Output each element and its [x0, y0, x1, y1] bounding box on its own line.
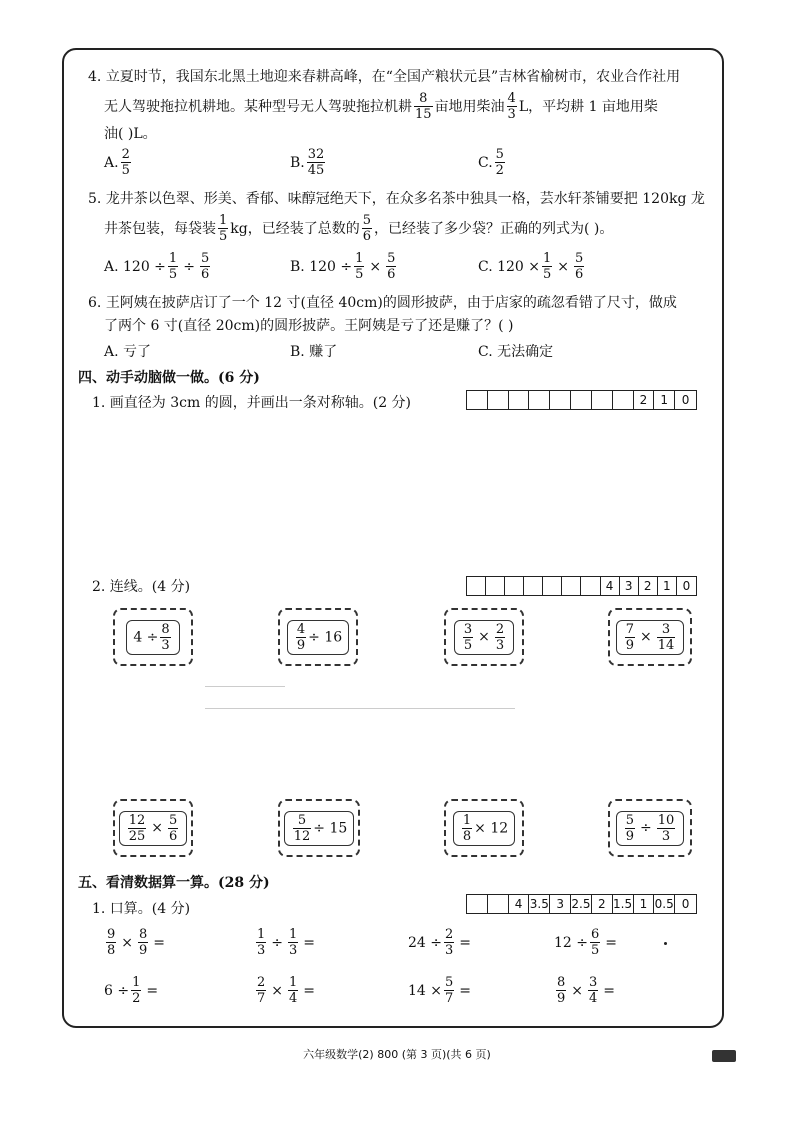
score-cell: 0: [681, 393, 690, 407]
page-corner-mark: [712, 1050, 736, 1062]
match-card-bottom-3[interactable]: $\frac{1}{8}$ × 12: [444, 799, 524, 857]
score-cell: [488, 391, 509, 409]
score-cell: 0: [682, 579, 691, 593]
sec5-q1-score-box: [466, 894, 697, 914]
match-card-top-1[interactable]: 4 ÷ $\frac{8}{3}$: [113, 608, 193, 666]
q4-line2: 无人驾驶拖拉机耕地。某种型号无人驾驶拖拉机耕 $\frac{8}{15}$ 亩地用柴油 $\frac{4}{3}$ L，平均耕 1 亩地用柴: [104, 91, 658, 122]
sec4-q2-score-box: [466, 576, 697, 596]
page-footer: 六年级数学(2) 800 (第 3 页)(共 6 页): [303, 1048, 491, 1061]
calc-1: $\frac{9}{8}$ × $\frac{8}{9}$ =: [107, 927, 166, 958]
score-cell: [613, 391, 634, 409]
calc-6: $\frac{2}{7}$ × $\frac{1}{4}$ =: [257, 975, 316, 1006]
score-cell: [571, 391, 592, 409]
score-cell: 1: [658, 577, 677, 595]
smudge-line: [205, 708, 515, 709]
match-card-top-3[interactable]: $\frac{3}{5}$ × $\frac{2}{3}$: [444, 608, 524, 666]
calc-7: 14 × $\frac{5}{7}$ =: [408, 975, 472, 1006]
q5-line2: 井茶包装，每袋装 $\frac{1}{5}$ kg，已经装了总数的 $\frac{5}{6}$ ，已经装了多少袋？正确的列式为( )。: [104, 213, 614, 244]
match-card-top-2[interactable]: $\frac{4}{9}$ ÷ 16: [278, 608, 358, 666]
score-cell: 4: [509, 895, 530, 913]
score-cell: [467, 391, 488, 409]
section4-title: 四、动手动脑做一做。(6 分): [78, 370, 260, 386]
sec4-q2: 2. 连线。(4 分): [92, 579, 191, 595]
score-cell: 3: [620, 577, 639, 595]
score-cell: [486, 577, 505, 595]
score-cell: 2.5: [571, 897, 591, 911]
score-cell: 0.5: [654, 897, 674, 911]
q6-line2: 了两个 6 寸(直径 20cm)的圆形披萨。王阿姨是亏了还是赚了？( ): [104, 318, 514, 334]
score-cell: [505, 577, 524, 595]
score-cell: [509, 391, 530, 409]
q5-option-c: C. 120 × $\frac{1}{5}$ × $\frac{5}{6}$: [478, 251, 584, 282]
calc-5: 6 ÷ $\frac{1}{2}$ =: [104, 975, 159, 1006]
calc-4: 12 ÷ $\frac{6}{5}$ =: [554, 927, 618, 958]
score-cell: 2: [592, 895, 613, 913]
calc-8: $\frac{8}{9}$ × $\frac{3}{4}$ =: [557, 975, 616, 1006]
score-cell: 4: [601, 577, 620, 595]
q4-option-b: B. $\frac{32}{45}$: [290, 147, 325, 178]
sec4-q1-score-box: [466, 390, 697, 410]
q5-option-a: A. 120 ÷ $\frac{1}{5}$ ÷ $\frac{5}{6}$: [104, 251, 210, 282]
score-cell: [467, 895, 488, 913]
score-cell: [543, 577, 562, 595]
score-cell: [467, 577, 486, 595]
calc-3: 24 ÷ $\frac{2}{3}$ =: [408, 927, 472, 958]
score-cell: [488, 895, 509, 913]
sec5-q1: 1. 口算。(4 分): [92, 901, 191, 917]
q6-option-c: C. 无法确定: [478, 344, 554, 360]
q5-option-b: B. 120 ÷ $\frac{1}{5}$ × $\frac{5}{6}$: [290, 251, 396, 282]
section5-title: 五、看清数据算一算。(28 分): [78, 875, 270, 891]
q6-line1: 6. 王阿姨在披萨店订了一个 12 寸(直径 40cm)的圆形披萨，由于店家的疏忽看错了尺寸，做成: [88, 295, 677, 311]
score-cell: 1.5: [613, 897, 633, 911]
q6-option-b: B. 赚了: [290, 344, 338, 360]
score-cell: [592, 391, 613, 409]
score-cell: [562, 577, 581, 595]
q4-option-a: A. $\frac{2}{5}$: [104, 147, 130, 178]
q4-option-c: C. $\frac{5}{2}$: [478, 147, 504, 178]
score-cell: 1: [654, 391, 675, 409]
score-cell: 2: [639, 577, 658, 595]
score-cell: [524, 577, 543, 595]
q4-line1: 4. 立夏时节，我国东北黑土地迎来春耕高峰，在“全国产粮状元县”吉林省榆树市，农业合作社用: [88, 69, 681, 85]
score-cell: 2: [634, 391, 655, 409]
q6-option-a: A. 亏了: [104, 344, 152, 360]
score-cell: 1: [634, 895, 655, 913]
match-card-bottom-4[interactable]: $\frac{5}{9}$ ÷ $\frac{10}{3}$: [608, 799, 692, 857]
match-card-bottom-2[interactable]: $\frac{5}{12}$ ÷ 15: [278, 799, 360, 857]
score-cell: 3: [550, 895, 571, 913]
match-card-top-4[interactable]: $\frac{7}{9}$ × $\frac{3}{14}$: [608, 608, 692, 666]
match-card-bottom-1[interactable]: $\frac{12}{25}$ × $\frac{5}{6}$: [113, 799, 193, 857]
speck-mark: [664, 942, 667, 945]
q4-line3-blank: 油( )L。: [104, 126, 157, 142]
calc-2: $\frac{1}{3}$ ÷ $\frac{1}{3}$ =: [257, 927, 316, 958]
q5-line1: 5. 龙井茶以色翠、形美、香郁、味醇冠绝天下，在众多名茶中独具一格，芸水轩茶铺要把 120kg 龙: [88, 191, 705, 207]
score-cell: 3.5: [529, 897, 549, 911]
score-cell: [581, 577, 600, 595]
score-cell: [529, 391, 550, 409]
score-cell: [550, 391, 571, 409]
smudge-line: [205, 686, 285, 687]
sec4-q1: 1. 画直径为 3cm 的圆，并画出一条对称轴。(2 分): [92, 395, 412, 411]
score-cell: 0: [681, 897, 690, 911]
